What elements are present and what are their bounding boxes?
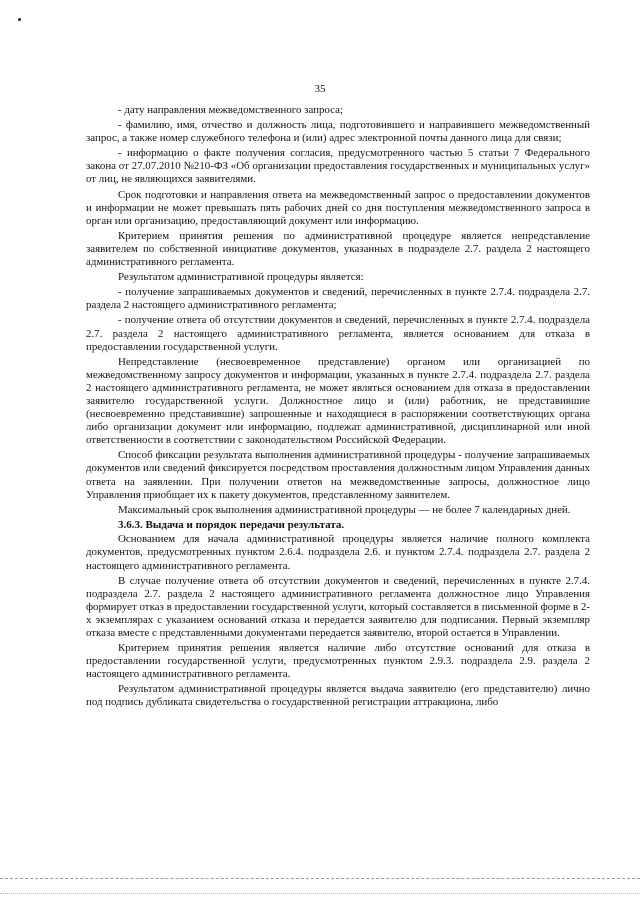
- paragraph-12: Основанием для начала административной процедуры является наличие полного комплекта документов, предусмотренных пунктом 2.6.4. подраздела 2.6. и пунктом 2.7.4. подраздела 2.7. раздела 2 настоящего административного регламента.: [86, 533, 590, 572]
- paragraph-2: - фамилию, имя, отчество и должность лица, подготовившего и направившего межведомственный запрос, а также номер служебного телефона и (или) адрес электронной почты данного лица для связи;: [86, 119, 590, 145]
- paragraph-4: Срок подготовки и направления ответа на межведомственный запрос о предоставлении документов и информации не может превышать пять рабочих дней со дня поступления межведомственного запроса в орган или организацию, предоставляющий документ или информацию.: [86, 188, 590, 227]
- paragraph-10: Способ фиксации результата выполнения административной процедуры - получение запрашиваемых документов или сведений фиксируется посредством проставления должностным лицом Управления данных ответа на заявлении. При получении ответов на межведомственные запросы, должностное лицо Управления приобщает их к пакету документов, представленному заявителем.: [86, 449, 590, 501]
- paragraph-8: - получение ответа об отсутствии документов и сведений, перечисленных в пункте 2.7.4. подраздела 2.7. раздела 2 настоящего административного регламента, является основанием для отказа в предоставлении государственной услуги.: [86, 314, 590, 353]
- paragraph-9: Непредставление (несвоевременное представление) органом или организацией по межведомственному запросу документов и информации, указанных в пункте 2.7.4. подраздела 2.7. раздела 2 настоящего административного регламента, не может являться основанием для отказа в предоставлении заявителю государственной услуги. Должностное лицо и (или) работник, не представившие (несвоевременно представившие) запрошенные и находящиеся в распоряжении соответствующих органа либо организации документ или информацию, подлежат административной, дисциплинарной или иной ответственности в соответствии с законодательством Российской Федерации.: [86, 355, 590, 447]
- paragraph-11: Максимальный срок выполнения административной процедуры — не более 7 календарных дней.: [118, 503, 571, 516]
- paragraph-14: Критерием принятия решения является наличие либо отсутствие оснований для отказа в предоставлении государственной услуги, предусмотренных пунктом 2.9.3. подраздела 2.9. раздела 2 настоящего административного регламента.: [86, 642, 590, 681]
- paragraph-6: Результатом административной процедуры является:: [118, 271, 364, 284]
- page-number: 35: [314, 83, 326, 95]
- paragraph-15: Результатом административной процедуры является выдача заявителю (его представителю) лично под подпись дубликата свидетельства о государственной регистрации аттракциона, либо: [86, 683, 590, 709]
- document-body: [86, 104, 590, 712]
- paragraph-5: Критерием принятия решения по административной процедуре является непредставление заявителем по собственной инициативе документов, указанных в подразделе 2.7. раздела 2 настоящего административного регламента.: [86, 229, 590, 269]
- paragraph-7: - получение запрашиваемых документов и сведений, перечисленных в пункте 2.7.4. подраздела 2.7. раздела 2 настоящего административного регламента;: [86, 286, 590, 312]
- paragraph-13: В случае получение ответа об отсутствии документов и сведений, перечисленных в пункте 2.7.4. подраздела 2.7. раздела 2 настоящего административного регламента должностное лицо Управления формирует отказ в предоставлении государственной услуги, который составляется в письменной форме в 2-х экземплярах с указанием оснований отказа и передается заявителю для подписания. Первый экземпляр отказа вместе с представленными документами передается заявителю, второй остается в Управлении.: [86, 574, 590, 639]
- section-heading: 3.6.3. Выдача и порядок передачи результата.: [118, 518, 345, 531]
- scan-edge-line: [0, 878, 640, 879]
- scan-edge-line-2: [0, 893, 640, 894]
- scan-speck: [18, 18, 21, 21]
- paragraph-3: - информацию о факте получения согласия, предусмотренного частью 5 статьи 7 Федерального закона от 27.07.2010 №210-ФЗ «Об организации предоставления государственных и муниципальных услуг» от лиц, не являющихся заявителями.: [86, 147, 590, 186]
- paragraph-1: - дату направления межведомственного запроса;: [118, 104, 343, 116]
